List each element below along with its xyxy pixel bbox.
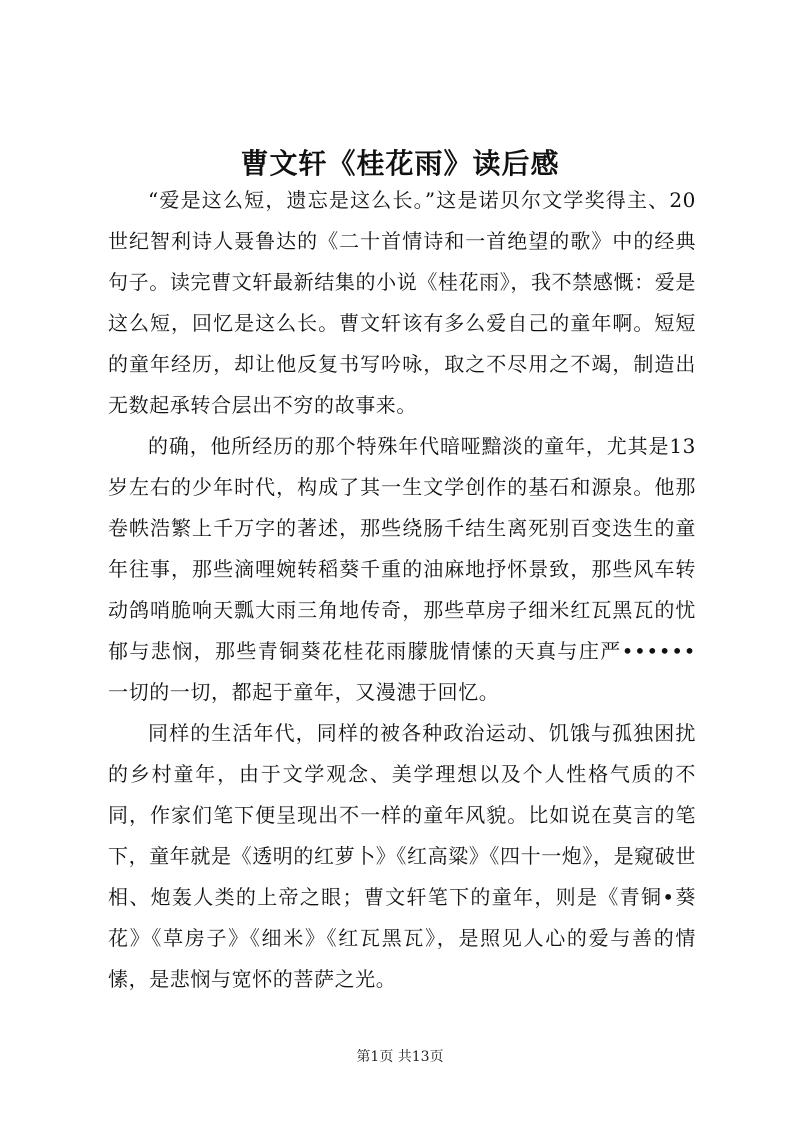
- document-title: 曹文轩《桂花雨》读后感: [240, 147, 560, 180]
- document-body: [108, 180, 696, 1000]
- paragraph-1: “爱是这么短，遗忘是这么长。”这是诺贝尔文学奖得主、20世纪智利诗人聂鲁达的《二十首情诗和一首绝望的歌》中的经典句子。读完曹文轩最新结集的小说《桂花雨》，我不禁感慨：爱是这么短，回忆是这么长。曹文轩该有多么爱自己的童年啊。短短的童年经历，却让他反复书写吟咏，取之不尽用之不竭，制造出无数起承转合层出不穷的故事来。: [108, 188, 696, 417]
- paragraph-2: 的确，他所经历的那个特殊年代暗哑黯淡的童年，尤其是13岁左右的少年时代，构成了其一生文学创作的基石和源泉。他那卷帙浩繁上千万字的著述，那些绕肠千结生离死别百变迭生的童年往事，那些滴哩婉转稻葵千重的油麻地抒怀景致，那些风车转动鸽哨脆响天瓢大雨三角地传奇，那些草房子细米红瓦黑瓦的忧郁与悲悯，那些青铜葵花桂花雨朦胧情愫的天真与庄严••••••一切的一切，都起于童年，又漫漶于回忆。: [108, 434, 696, 704]
- page-footer: 第1页 共13页: [356, 1049, 444, 1065]
- paragraph-3: 同样的生活年代，同样的被各种政治运动、饥饿与孤独困扰的乡村童年，由于文学观念、美学理想以及个人性格气质的不同，作家们笔下便呈现出不一样的童年风貌。比如说在莫言的笔下，童年就是《透明的红萝卜》《红高粱》《四十一炮》，是窥破世相、炮轰人类的上帝之眼；曹文轩笔下的童年，则是《青铜•葵花》《草房子》《细米》《红瓦黑瓦》，是照见人心的爱与善的情愫，是悲悯与宽怀的菩萨之光。: [108, 721, 696, 991]
